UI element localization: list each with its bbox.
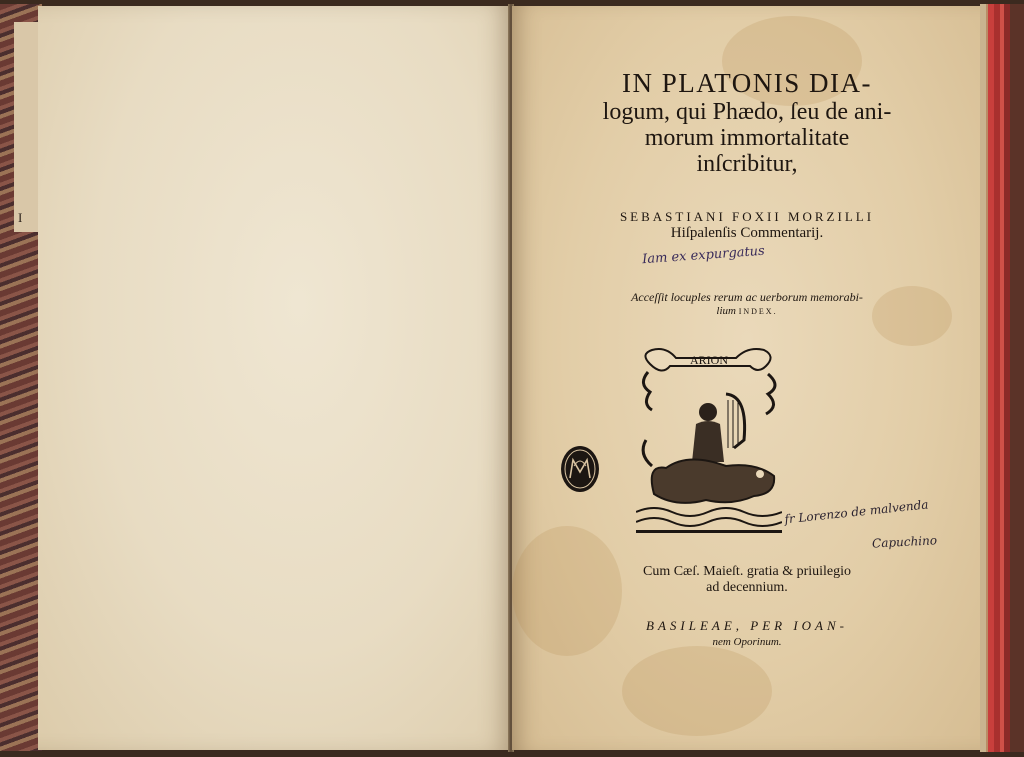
title-line: logum, qui Phædo, ſeu de ani- <box>602 99 892 125</box>
title-line: IN PLATONIS DIA- <box>622 68 872 98</box>
privilege-line: Cum Cæſ. Maieſt. gratia & priuilegio <box>642 564 852 579</box>
library-stamp-icon <box>558 444 602 494</box>
handwritten-signature: fr Lorenzo de malvenda <box>783 497 930 527</box>
water-stain <box>622 646 772 736</box>
title-line: inſcribitur, <box>696 151 798 177</box>
privilege-line: ad decennium. <box>706 580 788 595</box>
privilege-statement <box>512 564 982 596</box>
device-banner-text: ARION <box>690 353 728 367</box>
page-edges-and-red-cover <box>980 4 1024 752</box>
book-title <box>512 68 982 177</box>
author-name: SEBASTIANI FOXII MORZILLI <box>619 209 875 224</box>
binding-stub <box>14 22 38 232</box>
author-origin: Hiſpalenſis Commentarij. <box>670 225 824 241</box>
imprint-place-printer: BASILEAE, PER IOAN- <box>646 618 848 633</box>
index-note-line2 <box>512 305 982 317</box>
binding-stub-letter: I <box>18 210 23 225</box>
left-marbled-endpaper <box>0 4 42 751</box>
imprint-printer-name: nem Oporinum. <box>712 636 782 648</box>
blank-left-page <box>38 6 512 750</box>
arion-printers-device <box>636 344 782 534</box>
index-note-caps: INDEX. <box>738 307 778 316</box>
index-note-prefix: lium <box>716 305 736 317</box>
title-page <box>512 6 982 750</box>
handwritten-signature-order: Capuchino <box>871 533 938 551</box>
handwritten-expurgation-note: Iam ex expurgatus <box>641 243 766 268</box>
index-note-line1: Acceſſit locuples rerum ac uerborum memorabi- <box>631 290 863 304</box>
title-line: morum immortalitate <box>644 125 850 151</box>
